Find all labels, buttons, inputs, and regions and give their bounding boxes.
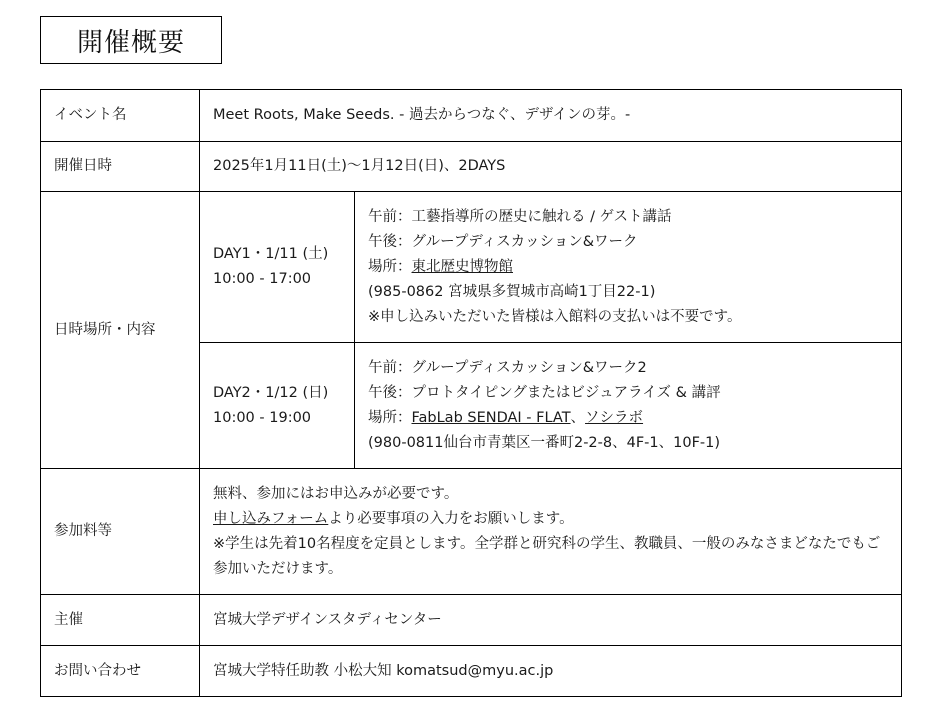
day1-time: 10:00 - 17:00 <box>213 271 312 287</box>
day1-date: DAY1・1/11 (土) <box>213 246 329 262</box>
tohoku-history-museum-link[interactable]: 東北歴史博物館 <box>411 258 513 275</box>
fee-line2-rest: より必要事項の入力をお願いします。 <box>328 510 574 527</box>
fablab-sendai-link[interactable]: FabLab SENDAI - FLAT <box>411 409 571 426</box>
fee-details <box>200 469 902 595</box>
day2-time: 10:00 - 19:00 <box>213 409 312 426</box>
fee-line3: ※学生は先着10名程度を定員とします。全学群と研究科の学生、教職員、一般のみなさまどなたでもご参加いただけます。 <box>213 535 881 577</box>
organizer-value: 宮城大学デザインスタディセンター <box>200 595 902 646</box>
day1-note: ※申し込みいただいた皆様は入館料の支払いは不要です。 <box>368 308 742 325</box>
row-label: 主催 <box>41 595 200 646</box>
contact-value: 宮城大学特任助教 小松大知 komatsud@myu.ac.jp <box>200 646 902 697</box>
row-label: お問い合わせ <box>41 646 200 697</box>
row-event-name <box>41 90 902 142</box>
day2-afternoon: 午後：プロトタイピングまたはビジュアライズ & 講評 <box>368 384 721 401</box>
row-label: 日時場所・内容 <box>41 192 200 469</box>
page-title: 開催概要 <box>40 16 222 64</box>
row-label: 参加料等 <box>41 469 200 595</box>
soshilabo-link[interactable]: ソシラボ <box>585 409 644 426</box>
event-info-table <box>40 89 902 697</box>
place-separator: 、 <box>570 409 586 426</box>
day1-afternoon: 午後：グループディスカッション&ワーク <box>368 233 638 250</box>
dates-value: 2025年1月11日(土)〜1月12日(日)、2DAYS <box>200 142 902 192</box>
day2-details <box>355 343 902 469</box>
row-dates <box>41 142 902 192</box>
day2-datetime <box>200 343 355 469</box>
fee-line1: 無料、参加にはお申込みが必要です。 <box>213 485 459 502</box>
row-organizer <box>41 595 902 646</box>
event-name-value: Meet Roots, Make Seeds. - 過去からつなぐ、デザインの芽。- <box>200 90 902 142</box>
day2-morning: 午前：グループディスカッション&ワーク2 <box>368 359 647 376</box>
place-prefix: 場所： <box>368 409 412 426</box>
day2-date: DAY2・1/12 (日) <box>213 384 329 401</box>
day1-datetime <box>200 192 355 343</box>
day1-morning: 午前：工藝指導所の歴史に触れる / ゲスト講話 <box>368 208 672 225</box>
day2-place <box>368 406 901 431</box>
fee-line2 <box>213 507 901 532</box>
row-contact <box>41 646 902 697</box>
day2-address: (980-0811仙台市青葉区一番町2-2-8、4F-1、10F-1) <box>368 434 721 451</box>
row-label: 開催日時 <box>41 142 200 192</box>
place-prefix: 場所： <box>368 258 412 275</box>
day1-place <box>368 255 901 280</box>
application-form-link[interactable]: 申し込みフォーム <box>213 510 329 527</box>
row-label: イベント名 <box>41 90 200 142</box>
row-schedule-day1 <box>41 192 902 343</box>
day1-address: (985-0862 宮城県多賀城市高崎1丁目22-1) <box>368 283 656 300</box>
row-fee <box>41 469 902 595</box>
day1-details <box>355 192 902 343</box>
